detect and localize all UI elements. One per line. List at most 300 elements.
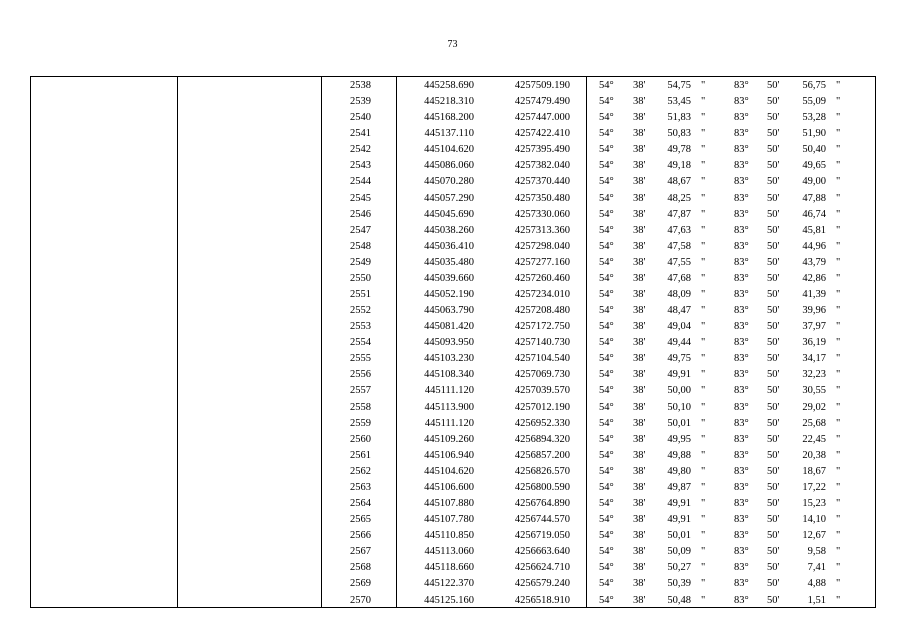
latitude-degrees: 54° bbox=[599, 128, 614, 140]
latitude-seconds: 48,09 bbox=[667, 289, 691, 301]
longitude-degrees: 83° bbox=[734, 594, 749, 606]
table-row bbox=[31, 191, 875, 207]
latitude-seconds-mark: " bbox=[701, 385, 706, 397]
longitude-seconds: 4,88 bbox=[807, 578, 826, 590]
latitude-degrees: 54° bbox=[599, 192, 614, 204]
latitude-degrees: 54° bbox=[599, 305, 614, 317]
longitude-seconds-mark: " bbox=[836, 272, 841, 284]
longitude-minutes: 50' bbox=[767, 208, 780, 220]
table-row bbox=[31, 271, 875, 287]
longitude-seconds: 1,51 bbox=[807, 594, 826, 606]
latitude-minutes: 38' bbox=[633, 385, 646, 397]
x-coordinate: 445038.260 bbox=[424, 224, 474, 236]
latitude-seconds-mark: " bbox=[701, 256, 706, 268]
longitude-seconds-mark: " bbox=[836, 80, 841, 91]
latitude-seconds: 49,88 bbox=[667, 449, 691, 461]
latitude-degrees: 54° bbox=[599, 353, 614, 365]
longitude-seconds: 12,67 bbox=[802, 530, 826, 542]
longitude-seconds-mark: " bbox=[836, 546, 841, 558]
latitude-seconds-mark: " bbox=[701, 481, 706, 493]
longitude-degrees: 83° bbox=[734, 176, 749, 188]
y-coordinate: 4257069.730 bbox=[514, 369, 570, 381]
latitude-degrees: 54° bbox=[599, 433, 614, 445]
longitude-degrees: 83° bbox=[734, 305, 749, 317]
longitude-minutes: 50' bbox=[767, 272, 780, 284]
longitude-seconds-mark: " bbox=[836, 321, 841, 333]
latitude-degrees: 54° bbox=[599, 80, 614, 91]
table-body bbox=[31, 78, 875, 609]
longitude-degrees: 83° bbox=[734, 385, 749, 397]
table-row bbox=[31, 544, 875, 560]
latitude-minutes: 38' bbox=[633, 192, 646, 204]
latitude-degrees: 54° bbox=[599, 208, 614, 220]
x-coordinate: 445045.690 bbox=[424, 208, 474, 220]
longitude-minutes: 50' bbox=[767, 144, 780, 156]
latitude-degrees: 54° bbox=[599, 289, 614, 301]
longitude-seconds-mark: " bbox=[836, 514, 841, 526]
longitude-seconds-mark: " bbox=[836, 160, 841, 172]
table-row bbox=[31, 303, 875, 319]
y-coordinate: 4256857.200 bbox=[514, 449, 570, 461]
latitude-degrees: 54° bbox=[599, 272, 614, 284]
longitude-degrees: 83° bbox=[734, 80, 749, 91]
x-coordinate: 445035.480 bbox=[424, 256, 474, 268]
latitude-seconds-mark: " bbox=[701, 401, 706, 413]
longitude-degrees: 83° bbox=[734, 417, 749, 429]
longitude-minutes: 50' bbox=[767, 240, 780, 252]
longitude-seconds-mark: " bbox=[836, 144, 841, 156]
table-row bbox=[31, 158, 875, 174]
latitude-degrees: 54° bbox=[599, 321, 614, 333]
latitude-seconds-mark: " bbox=[701, 514, 706, 526]
longitude-seconds: 25,68 bbox=[802, 417, 826, 429]
longitude-seconds: 43,79 bbox=[802, 256, 826, 268]
table-row bbox=[31, 110, 875, 126]
table-row bbox=[31, 174, 875, 190]
longitude-seconds: 50,40 bbox=[802, 144, 826, 156]
point-number: 2568 bbox=[350, 562, 371, 574]
longitude-minutes: 50' bbox=[767, 417, 780, 429]
latitude-seconds-mark: " bbox=[701, 578, 706, 590]
y-coordinate: 4257350.480 bbox=[514, 192, 570, 204]
latitude-seconds: 47,68 bbox=[667, 272, 691, 284]
longitude-degrees: 83° bbox=[734, 401, 749, 413]
latitude-seconds-mark: " bbox=[701, 289, 706, 301]
longitude-minutes: 50' bbox=[767, 498, 780, 510]
y-coordinate: 4257039.570 bbox=[514, 385, 570, 397]
latitude-seconds-mark: " bbox=[701, 449, 706, 461]
table-row bbox=[31, 78, 875, 94]
x-coordinate: 445111.120 bbox=[424, 417, 474, 429]
latitude-seconds-mark: " bbox=[701, 562, 706, 574]
point-number: 2565 bbox=[350, 514, 371, 526]
table-row bbox=[31, 593, 875, 609]
latitude-seconds: 47,55 bbox=[667, 256, 691, 268]
longitude-minutes: 50' bbox=[767, 562, 780, 574]
latitude-minutes: 38' bbox=[633, 369, 646, 381]
y-coordinate: 4256744.570 bbox=[514, 514, 570, 526]
longitude-degrees: 83° bbox=[734, 144, 749, 156]
point-number: 2559 bbox=[350, 417, 371, 429]
longitude-seconds: 17,22 bbox=[802, 481, 826, 493]
latitude-seconds-mark: " bbox=[701, 530, 706, 542]
y-coordinate: 4257447.000 bbox=[514, 112, 570, 124]
latitude-minutes: 38' bbox=[633, 546, 646, 558]
latitude-degrees: 54° bbox=[599, 401, 614, 413]
longitude-minutes: 50' bbox=[767, 337, 780, 349]
longitude-seconds: 36,19 bbox=[802, 337, 826, 349]
y-coordinate: 4256952.330 bbox=[514, 417, 570, 429]
longitude-minutes: 50' bbox=[767, 80, 780, 91]
longitude-seconds: 47,88 bbox=[802, 192, 826, 204]
point-number: 2544 bbox=[350, 176, 371, 188]
point-number: 2548 bbox=[350, 240, 371, 252]
table-row bbox=[31, 464, 875, 480]
longitude-degrees: 83° bbox=[734, 562, 749, 574]
longitude-degrees: 83° bbox=[734, 481, 749, 493]
latitude-minutes: 38' bbox=[633, 481, 646, 493]
longitude-degrees: 83° bbox=[734, 353, 749, 365]
longitude-seconds: 45,81 bbox=[802, 224, 826, 236]
point-number: 2561 bbox=[350, 449, 371, 461]
latitude-minutes: 38' bbox=[633, 160, 646, 172]
latitude-degrees: 54° bbox=[599, 417, 614, 429]
x-coordinate: 445070.280 bbox=[424, 176, 474, 188]
point-number: 2554 bbox=[350, 337, 371, 349]
longitude-seconds-mark: " bbox=[836, 401, 841, 413]
y-coordinate: 4256579.240 bbox=[514, 578, 570, 590]
point-number: 2553 bbox=[350, 321, 371, 333]
latitude-minutes: 38' bbox=[633, 449, 646, 461]
longitude-degrees: 83° bbox=[734, 256, 749, 268]
latitude-seconds: 50,39 bbox=[667, 578, 691, 590]
latitude-minutes: 38' bbox=[633, 514, 646, 526]
latitude-minutes: 38' bbox=[633, 144, 646, 156]
longitude-minutes: 50' bbox=[767, 176, 780, 188]
longitude-seconds-mark: " bbox=[836, 337, 841, 349]
latitude-seconds: 49,44 bbox=[667, 337, 691, 349]
latitude-degrees: 54° bbox=[599, 578, 614, 590]
x-coordinate: 445036.410 bbox=[424, 240, 474, 252]
table-row bbox=[31, 480, 875, 496]
latitude-minutes: 38' bbox=[633, 417, 646, 429]
latitude-seconds: 49,04 bbox=[667, 321, 691, 333]
latitude-seconds-mark: " bbox=[701, 353, 706, 365]
longitude-minutes: 50' bbox=[767, 256, 780, 268]
latitude-degrees: 54° bbox=[599, 256, 614, 268]
longitude-seconds: 34,17 bbox=[802, 353, 826, 365]
longitude-seconds-mark: " bbox=[836, 594, 841, 606]
latitude-minutes: 38' bbox=[633, 272, 646, 284]
latitude-seconds-mark: " bbox=[701, 144, 706, 156]
latitude-minutes: 38' bbox=[633, 530, 646, 542]
x-coordinate: 445258.690 bbox=[424, 80, 474, 91]
longitude-degrees: 83° bbox=[734, 321, 749, 333]
longitude-seconds: 42,86 bbox=[802, 272, 826, 284]
y-coordinate: 4257370.440 bbox=[514, 176, 570, 188]
latitude-degrees: 54° bbox=[599, 465, 614, 477]
longitude-seconds-mark: " bbox=[836, 530, 841, 542]
x-coordinate: 445052.190 bbox=[424, 289, 474, 301]
point-number: 2543 bbox=[350, 160, 371, 172]
point-number: 2549 bbox=[350, 256, 371, 268]
longitude-seconds-mark: " bbox=[836, 192, 841, 204]
x-coordinate: 445118.660 bbox=[424, 562, 474, 574]
longitude-degrees: 83° bbox=[734, 112, 749, 124]
latitude-degrees: 54° bbox=[599, 546, 614, 558]
longitude-seconds-mark: " bbox=[836, 369, 841, 381]
longitude-seconds-mark: " bbox=[836, 465, 841, 477]
longitude-seconds: 37,97 bbox=[802, 321, 826, 333]
longitude-seconds: 56,75 bbox=[802, 80, 826, 91]
longitude-seconds-mark: " bbox=[836, 353, 841, 365]
table-row bbox=[31, 351, 875, 367]
point-number: 2557 bbox=[350, 385, 371, 397]
table-row bbox=[31, 367, 875, 383]
longitude-degrees: 83° bbox=[734, 449, 749, 461]
x-coordinate: 445103.230 bbox=[424, 353, 474, 365]
latitude-seconds-mark: " bbox=[701, 321, 706, 333]
y-coordinate: 4257330.060 bbox=[514, 208, 570, 220]
latitude-seconds-mark: " bbox=[701, 96, 706, 108]
longitude-seconds-mark: " bbox=[836, 498, 841, 510]
longitude-minutes: 50' bbox=[767, 546, 780, 558]
longitude-minutes: 50' bbox=[767, 192, 780, 204]
x-coordinate: 445107.780 bbox=[424, 514, 474, 526]
table-row bbox=[31, 448, 875, 464]
table-row bbox=[31, 255, 875, 271]
y-coordinate: 4257012.190 bbox=[514, 401, 570, 413]
latitude-degrees: 54° bbox=[599, 498, 614, 510]
x-coordinate: 445137.110 bbox=[424, 128, 474, 140]
point-number: 2567 bbox=[350, 546, 371, 558]
latitude-minutes: 38' bbox=[633, 289, 646, 301]
longitude-degrees: 83° bbox=[734, 514, 749, 526]
latitude-seconds-mark: " bbox=[701, 369, 706, 381]
latitude-seconds-mark: " bbox=[701, 272, 706, 284]
longitude-seconds-mark: " bbox=[836, 578, 841, 590]
point-number: 2540 bbox=[350, 112, 371, 124]
x-coordinate: 445104.620 bbox=[424, 465, 474, 477]
longitude-degrees: 83° bbox=[734, 224, 749, 236]
longitude-seconds: 15,23 bbox=[802, 498, 826, 510]
latitude-minutes: 38' bbox=[633, 498, 646, 510]
latitude-degrees: 54° bbox=[599, 481, 614, 493]
latitude-minutes: 38' bbox=[633, 401, 646, 413]
latitude-minutes: 38' bbox=[633, 562, 646, 574]
latitude-seconds: 50,01 bbox=[667, 417, 691, 429]
x-coordinate: 445122.370 bbox=[424, 578, 474, 590]
longitude-minutes: 50' bbox=[767, 112, 780, 124]
latitude-seconds: 54,75 bbox=[667, 80, 691, 91]
x-coordinate: 445109.260 bbox=[424, 433, 474, 445]
x-coordinate: 445104.620 bbox=[424, 144, 474, 156]
latitude-seconds: 49,80 bbox=[667, 465, 691, 477]
y-coordinate: 4256894.320 bbox=[514, 433, 570, 445]
table-row bbox=[31, 319, 875, 335]
y-coordinate: 4257104.540 bbox=[514, 353, 570, 365]
longitude-degrees: 83° bbox=[734, 240, 749, 252]
latitude-seconds-mark: " bbox=[701, 224, 706, 236]
longitude-degrees: 83° bbox=[734, 498, 749, 510]
latitude-seconds: 50,83 bbox=[667, 128, 691, 140]
longitude-seconds-mark: " bbox=[836, 208, 841, 220]
point-number: 2564 bbox=[350, 498, 371, 510]
longitude-minutes: 50' bbox=[767, 128, 780, 140]
latitude-seconds: 47,87 bbox=[667, 208, 691, 220]
latitude-degrees: 54° bbox=[599, 96, 614, 108]
longitude-seconds-mark: " bbox=[836, 96, 841, 108]
latitude-seconds: 49,18 bbox=[667, 160, 691, 172]
table-row bbox=[31, 207, 875, 223]
y-coordinate: 4256624.710 bbox=[514, 562, 570, 574]
point-number: 2546 bbox=[350, 208, 371, 220]
latitude-seconds: 49,87 bbox=[667, 481, 691, 493]
table-row bbox=[31, 432, 875, 448]
x-coordinate: 445168.200 bbox=[424, 112, 474, 124]
latitude-seconds: 49,75 bbox=[667, 353, 691, 365]
table-row bbox=[31, 126, 875, 142]
y-coordinate: 4257260.460 bbox=[514, 272, 570, 284]
x-coordinate: 445063.790 bbox=[424, 305, 474, 317]
longitude-seconds: 51,90 bbox=[802, 128, 826, 140]
latitude-seconds: 49,95 bbox=[667, 433, 691, 445]
longitude-minutes: 50' bbox=[767, 369, 780, 381]
latitude-degrees: 54° bbox=[599, 385, 614, 397]
latitude-seconds: 50,01 bbox=[667, 530, 691, 542]
table-row bbox=[31, 383, 875, 399]
y-coordinate: 4257382.040 bbox=[514, 160, 570, 172]
latitude-seconds-mark: " bbox=[701, 498, 706, 510]
longitude-minutes: 50' bbox=[767, 385, 780, 397]
latitude-seconds-mark: " bbox=[701, 208, 706, 220]
latitude-seconds: 47,63 bbox=[667, 224, 691, 236]
x-coordinate: 445107.880 bbox=[424, 498, 474, 510]
latitude-degrees: 54° bbox=[599, 530, 614, 542]
longitude-minutes: 50' bbox=[767, 530, 780, 542]
longitude-degrees: 83° bbox=[734, 433, 749, 445]
y-coordinate: 4257208.480 bbox=[514, 305, 570, 317]
latitude-degrees: 54° bbox=[599, 337, 614, 349]
longitude-minutes: 50' bbox=[767, 578, 780, 590]
x-coordinate: 445218.310 bbox=[424, 96, 474, 108]
latitude-minutes: 38' bbox=[633, 578, 646, 590]
y-coordinate: 4257395.490 bbox=[514, 144, 570, 156]
longitude-degrees: 83° bbox=[734, 192, 749, 204]
latitude-seconds: 48,25 bbox=[667, 192, 691, 204]
x-coordinate: 445110.850 bbox=[424, 530, 474, 542]
latitude-degrees: 54° bbox=[599, 224, 614, 236]
latitude-seconds: 50,00 bbox=[667, 385, 691, 397]
coordinates-table bbox=[30, 76, 876, 608]
latitude-minutes: 38' bbox=[633, 353, 646, 365]
y-coordinate: 4257479.490 bbox=[514, 96, 570, 108]
x-coordinate: 445113.900 bbox=[424, 401, 474, 413]
longitude-degrees: 83° bbox=[734, 208, 749, 220]
longitude-degrees: 83° bbox=[734, 530, 749, 542]
point-number: 2541 bbox=[350, 128, 371, 140]
longitude-seconds-mark: " bbox=[836, 417, 841, 429]
x-coordinate: 445125.160 bbox=[424, 594, 474, 606]
y-coordinate: 4256719.050 bbox=[514, 530, 570, 542]
longitude-degrees: 83° bbox=[734, 96, 749, 108]
longitude-seconds-mark: " bbox=[836, 256, 841, 268]
longitude-seconds-mark: " bbox=[836, 289, 841, 301]
x-coordinate: 445108.340 bbox=[424, 369, 474, 381]
longitude-seconds: 32,23 bbox=[802, 369, 826, 381]
latitude-minutes: 38' bbox=[633, 224, 646, 236]
longitude-minutes: 50' bbox=[767, 594, 780, 606]
latitude-minutes: 38' bbox=[633, 176, 646, 188]
y-coordinate: 4257277.160 bbox=[514, 256, 570, 268]
latitude-minutes: 38' bbox=[633, 256, 646, 268]
latitude-seconds: 50,09 bbox=[667, 546, 691, 558]
latitude-seconds: 48,67 bbox=[667, 176, 691, 188]
longitude-minutes: 50' bbox=[767, 305, 780, 317]
longitude-minutes: 50' bbox=[767, 353, 780, 365]
latitude-seconds: 51,83 bbox=[667, 112, 691, 124]
point-number: 2570 bbox=[350, 594, 371, 606]
latitude-minutes: 38' bbox=[633, 321, 646, 333]
table-row bbox=[31, 576, 875, 592]
latitude-seconds-mark: " bbox=[701, 433, 706, 445]
y-coordinate: 4257422.410 bbox=[514, 128, 570, 140]
longitude-seconds-mark: " bbox=[836, 481, 841, 493]
latitude-seconds-mark: " bbox=[701, 192, 706, 204]
longitude-minutes: 50' bbox=[767, 433, 780, 445]
longitude-seconds: 14,10 bbox=[802, 514, 826, 526]
latitude-seconds-mark: " bbox=[701, 546, 706, 558]
longitude-seconds: 53,28 bbox=[802, 112, 826, 124]
table-row bbox=[31, 287, 875, 303]
latitude-minutes: 38' bbox=[633, 128, 646, 140]
latitude-seconds: 49,91 bbox=[667, 514, 691, 526]
x-coordinate: 445086.060 bbox=[424, 160, 474, 172]
longitude-seconds: 49,00 bbox=[802, 176, 826, 188]
longitude-seconds-mark: " bbox=[836, 112, 841, 124]
latitude-degrees: 54° bbox=[599, 562, 614, 574]
latitude-degrees: 54° bbox=[599, 112, 614, 124]
y-coordinate: 4257140.730 bbox=[514, 337, 570, 349]
longitude-minutes: 50' bbox=[767, 224, 780, 236]
longitude-degrees: 83° bbox=[734, 160, 749, 172]
longitude-seconds: 55,09 bbox=[802, 96, 826, 108]
table-row bbox=[31, 416, 875, 432]
table-row bbox=[31, 335, 875, 351]
longitude-seconds-mark: " bbox=[836, 433, 841, 445]
longitude-minutes: 50' bbox=[767, 401, 780, 413]
longitude-seconds: 39,96 bbox=[802, 305, 826, 317]
latitude-seconds-mark: " bbox=[701, 465, 706, 477]
latitude-minutes: 38' bbox=[633, 112, 646, 124]
longitude-minutes: 50' bbox=[767, 481, 780, 493]
longitude-minutes: 50' bbox=[767, 465, 780, 477]
longitude-seconds-mark: " bbox=[836, 224, 841, 236]
table-row bbox=[31, 223, 875, 239]
point-number: 2562 bbox=[350, 465, 371, 477]
longitude-seconds: 7,41 bbox=[807, 562, 826, 574]
latitude-minutes: 38' bbox=[633, 433, 646, 445]
y-coordinate: 4257298.040 bbox=[514, 240, 570, 252]
latitude-degrees: 54° bbox=[599, 176, 614, 188]
x-coordinate: 445057.290 bbox=[424, 192, 474, 204]
table-row bbox=[31, 94, 875, 110]
longitude-seconds: 30,55 bbox=[802, 385, 826, 397]
latitude-seconds-mark: " bbox=[701, 305, 706, 317]
point-number: 2569 bbox=[350, 578, 371, 590]
table-row bbox=[31, 560, 875, 576]
table-row bbox=[31, 400, 875, 416]
